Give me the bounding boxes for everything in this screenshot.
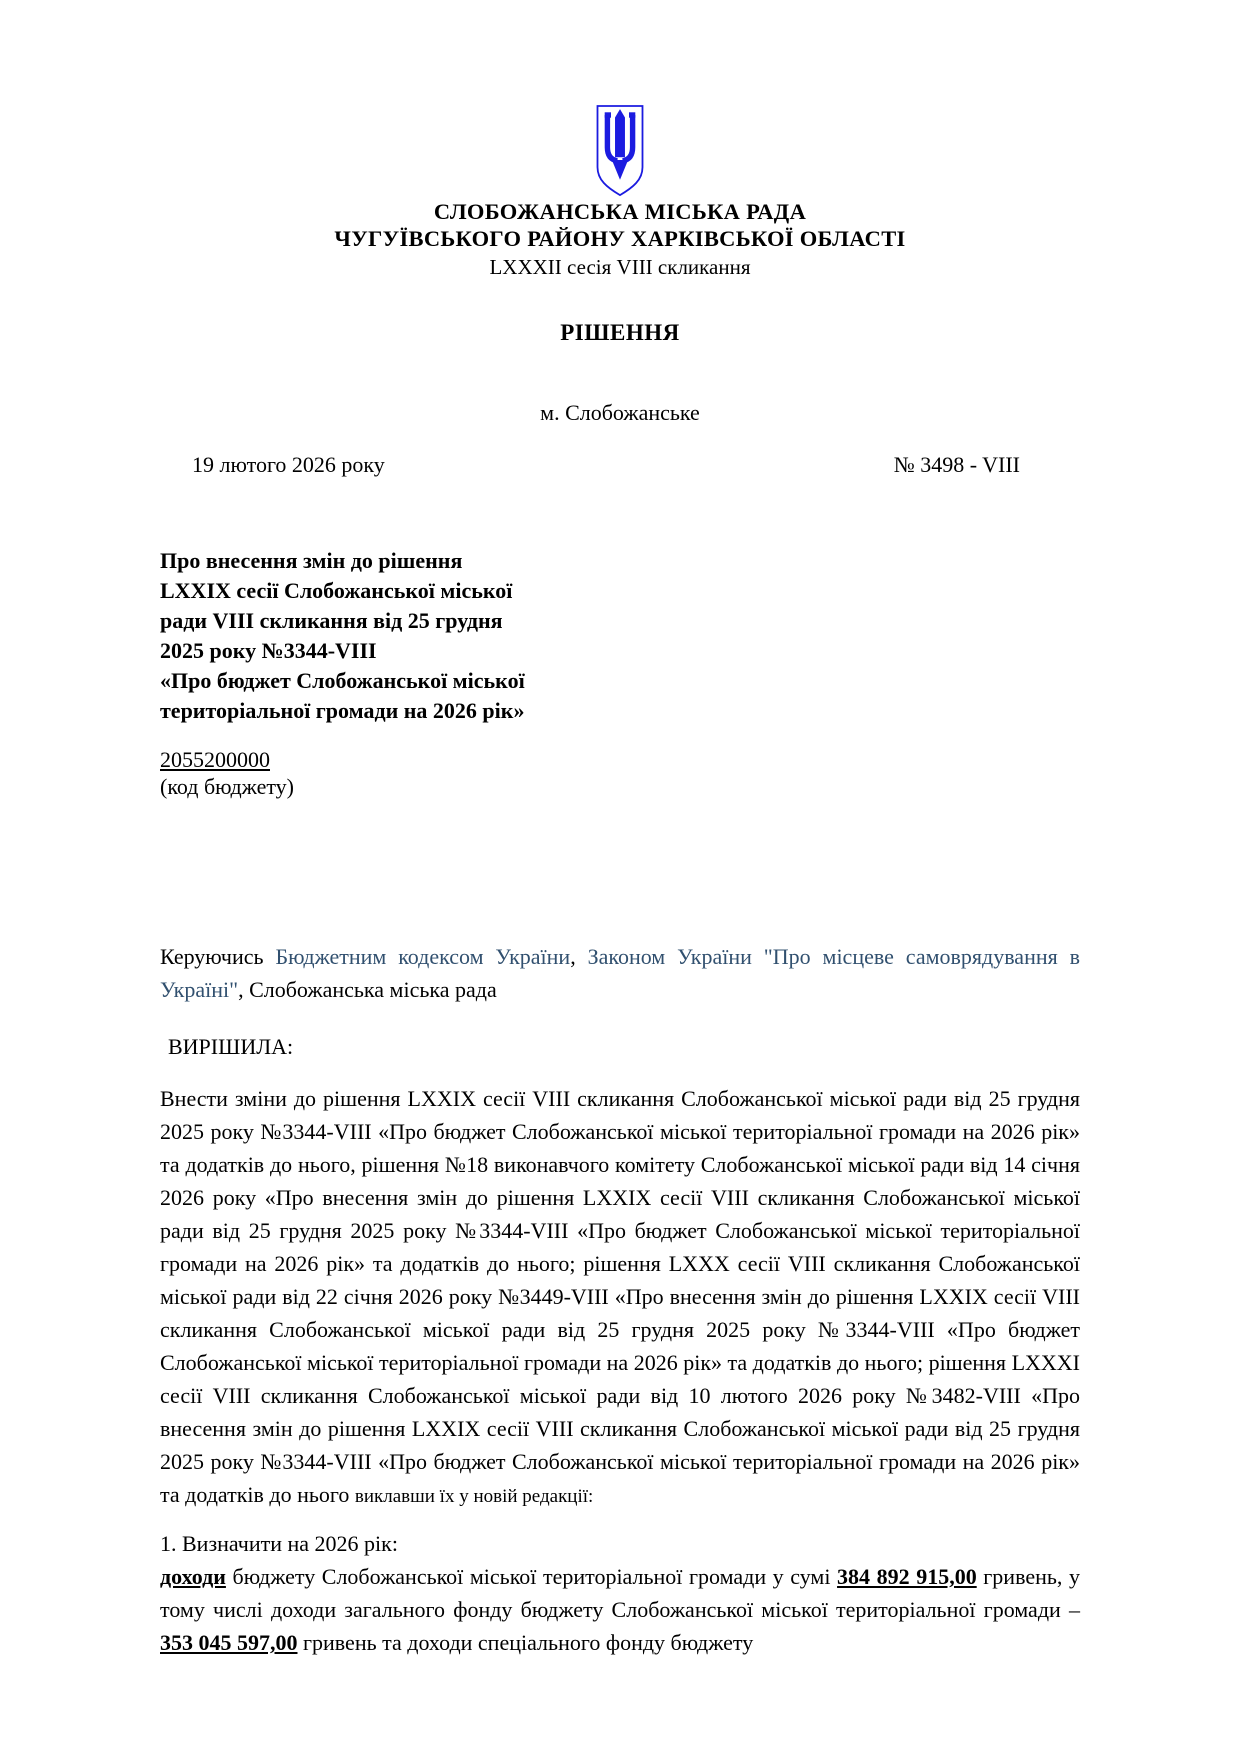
amendment-paragraph <box>160 1082 1080 1513</box>
preamble-paragraph <box>160 940 1080 1006</box>
income-label: доходи <box>160 1564 226 1589</box>
decision-word: ВИРІШИЛА: <box>168 1034 294 1059</box>
general-fund-amount: 353 045 597,00 <box>160 1630 298 1655</box>
amendment-tail: виклавши їх у новій редакції: <box>354 1486 594 1507</box>
place-line: м. Слобожанське <box>540 400 700 425</box>
budget-code-value: 2055200000 <box>160 747 270 772</box>
council-name: СЛОБОЖАНСЬКА МІСЬКА РАДА <box>433 199 807 224</box>
decision-date: 19 лютого 2026 року <box>192 452 385 477</box>
preamble-tail: , Слобожанська міська рада <box>238 977 497 1002</box>
subject-line: 2025 року №3344-VIII <box>160 638 377 663</box>
emblem-container <box>160 104 1080 198</box>
income-text-1: бюджету Слобожанської міської територіальної громади у сумі <box>225 1564 838 1589</box>
decision-number: № 3498 - VIII <box>893 452 1020 477</box>
date-number-row <box>160 452 1080 478</box>
amendment-text: Внести зміни до рішення LXXIX сесії VIII скликання Слобожанської міської ради від 25 грудня 2025 року №3344-VIII «Про бюджет Слобожанської міської територіальної громади на 2026 рік» та додатків до нього, рішення №18 виконавчого комітету Слобожанської міської ради від 14 січня 2026 року «Про внесення змін до рішення LXXIX сесії VIII скликання Слобожанської міської ради від 25 грудня 2025 року №3344-VIII «Про бюджет Слобожанської міської територіальної громади на 2026 рік» та додатків до нього; рішення LXXX сесії VIII скликання Слобожанської міської ради від 22 січня 2026 року №3449-VIII «Про внесення змін до рішення LXXIX сесії VIII скликання Слобожанської міської ради від 25 грудня 2025 року №3344-VIII «Про бюджет Слобожанської міської територіальної громади на 2026 рік» та додатків до нього; рішення LXXXI сесії VIII скликання Слобожанської міської ради від 10 лютого 2026 року №3482-VIII «Про внесення змін до рішення LXXIX сесії VIII скликання Слобожанської міської ради від 25 грудня 2025 року №3344-VIII «Про бюджет Слобожанської міської територіальної громади на 2026 рік» та додатків до нього <box>160 1086 1080 1507</box>
income-text-2: гривень, у тому числі доходи загального фонду бюджету Слобожанської міської територіальної громади – <box>160 1564 1080 1622</box>
budget-code-law-link[interactable]: Бюджетним кодексом України <box>275 944 571 969</box>
income-paragraph <box>160 1560 1080 1659</box>
local-government-law-link[interactable]: Законом України "Про місцеве самоврядування в Україні" <box>160 944 1081 1002</box>
subject-line: LXXIX сесії Слобожанської міської <box>160 578 513 603</box>
subject-line: територіальної громади на 2026 рік» <box>160 698 525 723</box>
document-type-title: РІШЕННЯ <box>560 320 680 345</box>
session-line: LXXXII сесія VIII скликання <box>489 255 751 279</box>
resolution-item-1-heading: 1. Визначити на 2026 рік: <box>160 1531 398 1556</box>
income-total-amount: 384 892 915,00 <box>837 1564 977 1589</box>
budget-code-block <box>160 746 1080 800</box>
budget-code-label: (код бюджету) <box>160 774 294 799</box>
preamble-separator: , <box>570 944 588 969</box>
district-name: ЧУГУЇВСЬКОГО РАЙОНУ ХАРКІВСЬКОЇ ОБЛАСТІ <box>334 226 906 251</box>
subject-block <box>160 546 700 726</box>
subject-line: «Про бюджет Слобожанської міської <box>160 668 525 693</box>
preamble-lead: Керуючись <box>160 944 276 969</box>
ukraine-trident-icon <box>593 104 647 198</box>
subject-line: ради VIII скликання від 25 грудня <box>160 608 503 633</box>
subject-line: Про внесення змін до рішення <box>160 548 463 573</box>
income-text-3: гривень та доходи спеціального фонду бюджету <box>297 1630 754 1655</box>
